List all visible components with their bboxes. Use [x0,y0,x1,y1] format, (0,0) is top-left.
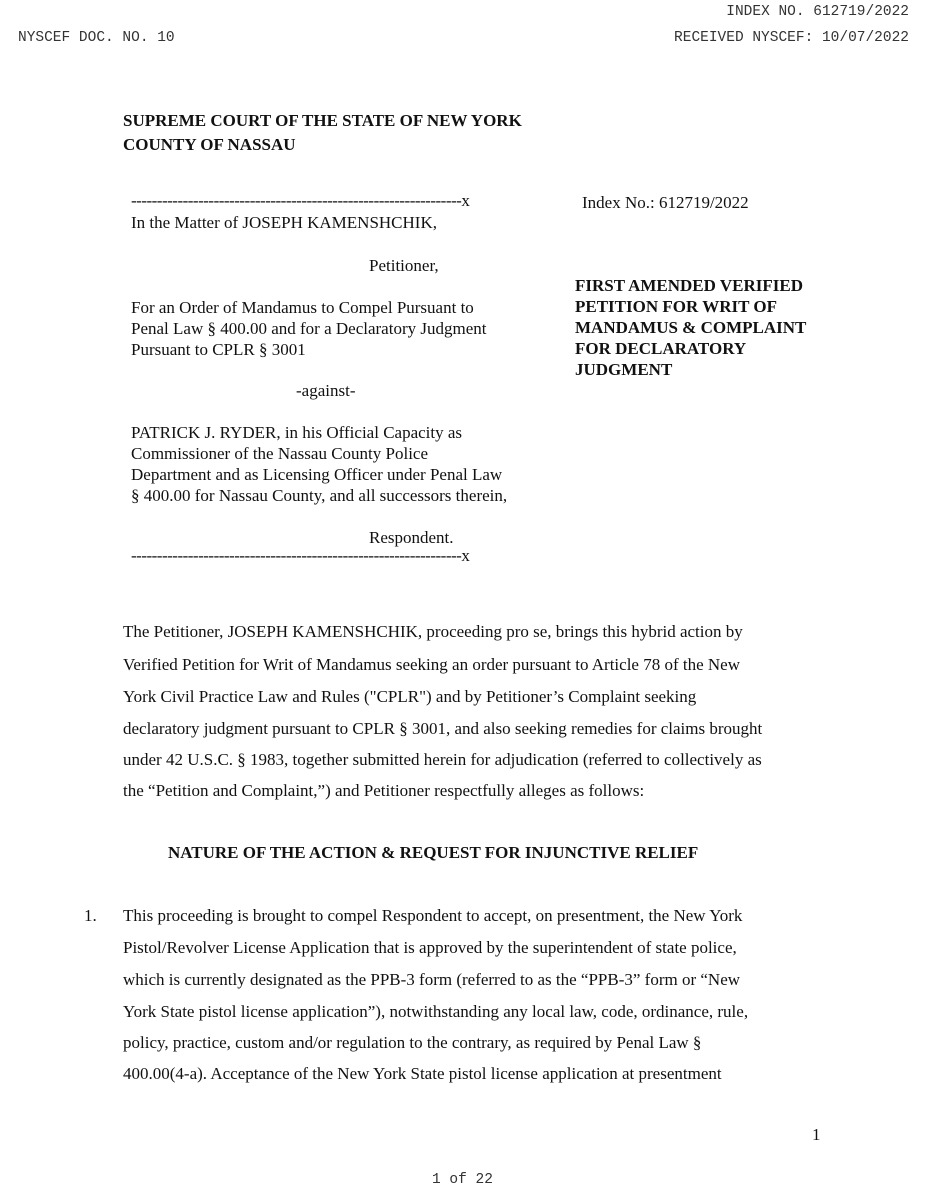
page-number: 1 [812,1125,821,1144]
received-date: RECEIVED NYSCEF: 10/07/2022 [674,30,909,46]
document-title-line: MANDAMUS & COMPLAINT [575,318,807,337]
index-number-caption: Index No.: 612719/2022 [582,193,749,212]
paragraph-line: York State pistol license application”), notwithstanding any local law, code, ordinance, rule, [123,1002,749,1021]
order-line: Penal Law § 400.00 and for a Declaratory Judgment [131,319,487,338]
caption-rule-bottom: ----------------------------------------------------------------x [131,546,470,565]
intro-line: the “Petition and Complaint,”) and Petitioner respectfully alleges as follows: [123,781,645,800]
nyscef-doc-number: NYSCEF DOC. NO. 10 [18,30,175,46]
respondent-line: § 400.00 for Nassau County, and all successors therein, [131,486,508,505]
respondent-label: Respondent. [369,528,454,547]
document-title-line: FIRST AMENDED VERIFIED [575,276,803,295]
court-name: SUPREME COURT OF THE STATE OF NEW YORK [123,111,522,130]
section-heading: NATURE OF THE ACTION & REQUEST FOR INJUNCTIVE RELIEF [168,843,699,862]
paragraph-line: 400.00(4-a). Acceptance of the New York State pistol license application at presentment [123,1064,722,1083]
paragraph-line: which is currently designated as the PPB-3 form (referred to as the “PPB-3” form or “New [123,970,741,989]
paragraph-line: policy, practice, custom and/or regulation to the contrary, as required by Penal Law § [123,1033,702,1052]
order-line: For an Order of Mandamus to Compel Pursuant to [131,298,474,317]
respondent-line: Commissioner of the Nassau County Police [131,444,429,463]
paragraph-line: Pistol/Revolver License Application that is approved by the superintendent of state police, [123,938,737,957]
against-label: -against- [296,381,356,400]
order-line: Pursuant to CPLR § 3001 [131,340,306,359]
document-title-line: PETITION FOR WRIT OF [575,297,777,316]
petitioner-label: Petitioner, [369,256,439,275]
intro-line: under 42 U.S.C. § 1983, together submitted herein for adjudication (referred to collectively as [123,750,762,769]
page-of-total: 1 of 22 [432,1172,493,1188]
document-title-line: JUDGMENT [575,360,673,379]
index-number-header: INDEX NO. 612719/2022 [726,4,909,20]
caption-rule-top: ----------------------------------------------------------------x [131,191,470,210]
document-title-line: FOR DECLARATORY [575,339,747,358]
intro-line: York Civil Practice Law and Rules ("CPLR") and by Petitioner’s Complaint seeking [123,687,697,706]
respondent-line: PATRICK J. RYDER, in his Official Capacity as [131,423,463,442]
intro-line: Verified Petition for Writ of Mandamus seeking an order pursuant to Article 78 of the New [123,655,740,674]
intro-line: The Petitioner, JOSEPH KAMENSHCHIK, proceeding pro se, brings this hybrid action by [123,622,743,641]
intro-line: declaratory judgment pursuant to CPLR § 3001, and also seeking remedies for claims brought [123,719,763,738]
respondent-line: Department and as Licensing Officer under Penal Law [131,465,503,484]
paragraph-number: 1. [84,906,97,925]
county-name: COUNTY OF NASSAU [123,135,296,154]
matter-line: In the Matter of JOSEPH KAMENSHCHIK, [131,213,437,232]
paragraph-line: This proceeding is brought to compel Respondent to accept, on presentment, the New York [123,906,743,925]
